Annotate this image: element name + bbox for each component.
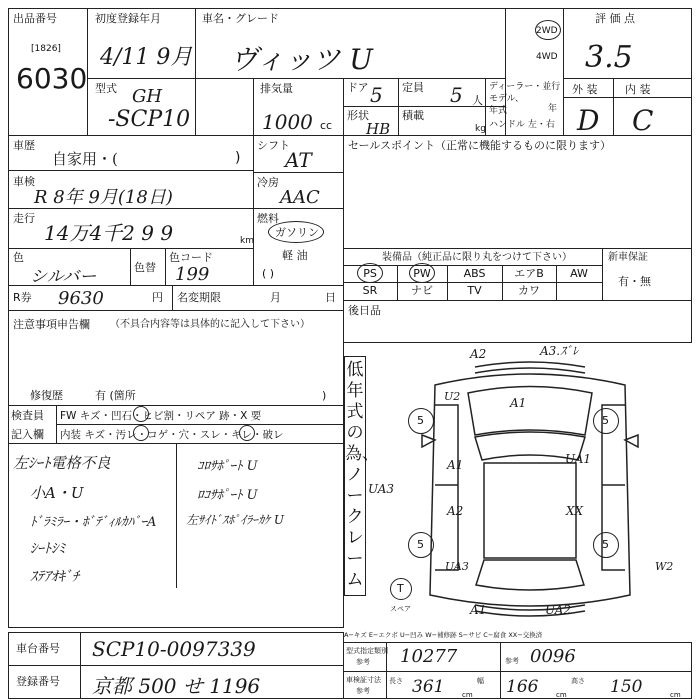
damage-ua1: UA1 bbox=[565, 452, 592, 466]
remark-4: ｼｰﾄｼﾐ bbox=[30, 541, 65, 557]
mileage-label: 走行 bbox=[13, 212, 35, 225]
shift-label: シフト bbox=[257, 139, 290, 152]
remark-1: 左ｼｰﾄ電格不良 bbox=[13, 454, 111, 472]
name-change-label: 名変期限 bbox=[177, 291, 221, 304]
dealer-line2: モデル、 bbox=[489, 94, 524, 104]
displacement-unit: cc bbox=[320, 119, 333, 132]
equip-navi: ナビ bbox=[411, 284, 433, 297]
damage-a3: A3.ｽﾞﾚ bbox=[540, 344, 579, 358]
lot-code: [1826] bbox=[31, 44, 61, 54]
exterior-label: 外 装 bbox=[572, 83, 598, 96]
exterior-score: D bbox=[577, 104, 600, 137]
dealer-year: 年 bbox=[548, 104, 558, 114]
form-sub-2: 参考 bbox=[505, 657, 519, 665]
damage-u2: U2 bbox=[444, 390, 461, 403]
new-warranty-value: 有・無 bbox=[618, 275, 651, 288]
capacity-value: 5 bbox=[450, 83, 463, 107]
height-value: 150 bbox=[610, 677, 643, 697]
ac-label: 冷房 bbox=[257, 176, 279, 189]
dims-label1: 車検証寸法 bbox=[346, 676, 381, 684]
length-label: 長さ bbox=[389, 677, 403, 685]
pw-circle bbox=[409, 263, 435, 283]
length-unit: cm bbox=[462, 691, 473, 699]
form-label: 型式指定類別 bbox=[346, 647, 388, 655]
damage-ua2: UA2 bbox=[545, 603, 572, 617]
color-label: 色 bbox=[13, 251, 24, 264]
capacity-label: 定員 bbox=[402, 81, 424, 94]
damage-ua3-rear: UA3 bbox=[445, 560, 469, 573]
damage-a1-hood: A1 bbox=[510, 396, 527, 410]
inspector-label1: 検査員 bbox=[11, 409, 44, 422]
color-code: 199 bbox=[175, 264, 210, 285]
height-unit: cm bbox=[670, 691, 681, 699]
registration-label: 登録番号 bbox=[16, 675, 60, 688]
repair-close: ) bbox=[322, 389, 327, 402]
model-name-value: ヴィッツ U bbox=[230, 43, 373, 76]
load-unit: kg bbox=[475, 124, 486, 134]
inspection-label: 車検 bbox=[13, 175, 35, 188]
name-change-month: 月 bbox=[270, 291, 281, 304]
capacity-unit: 人 bbox=[472, 94, 483, 107]
recycle-label: R券 bbox=[13, 291, 32, 304]
chassis-label: 車台番号 bbox=[16, 642, 60, 655]
width-value: 166 bbox=[506, 677, 539, 697]
lot-label: 出品番号 bbox=[13, 12, 57, 25]
model-type-value: -SCP10 bbox=[108, 107, 191, 132]
history-label: 車歴 bbox=[13, 139, 35, 152]
height-label: 高さ bbox=[571, 677, 585, 685]
sales-point-label: セールスポイント（正常に機能するものに限ります） bbox=[348, 139, 612, 152]
width-label: 幅 bbox=[477, 677, 484, 685]
mileage-unit: km bbox=[240, 236, 254, 246]
shape-label: 形状 bbox=[347, 109, 369, 122]
shift-value: AT bbox=[285, 148, 312, 172]
first-reg-label: 初度登録年月 bbox=[95, 12, 161, 25]
later-fit-label: 後日品 bbox=[348, 304, 381, 317]
recycle-value: 9630 bbox=[58, 288, 104, 309]
new-warranty-label: 新車保証 bbox=[608, 252, 648, 263]
remark-5: ｽﾃｱｵｷﾞﾁ bbox=[30, 569, 79, 585]
damage-xx: XX bbox=[566, 504, 584, 518]
color-code-label: 色コード bbox=[169, 251, 213, 264]
color-value: シルバー bbox=[30, 267, 97, 287]
vertical-note: 低年式の為、ノークレーム bbox=[345, 360, 379, 590]
form-value-2: 0096 bbox=[530, 646, 576, 667]
notes-hint: （不具合内容等は具体的に記入して下さい） bbox=[110, 319, 310, 330]
load-label: 積載 bbox=[402, 109, 424, 122]
name-change-day: 日 bbox=[325, 291, 336, 304]
spare-label: スペア bbox=[390, 605, 411, 613]
remark-right-3: 左ｻｲﾄﾞｽﾎﾟｲﾗｰｶｹ U bbox=[186, 513, 284, 527]
fw-circle bbox=[133, 406, 149, 422]
remark-right-1: ｺﾛｻﾎﾟｰﾄ U bbox=[197, 459, 258, 474]
equip-leather: カワ bbox=[518, 284, 540, 297]
fuel-paren: ( ) bbox=[262, 267, 275, 280]
doors-value: 5 bbox=[370, 83, 383, 107]
equip-sr: SR bbox=[362, 284, 378, 297]
mileage-value: 14万4千2 9 9 bbox=[44, 221, 174, 245]
inspector-fw: FW キズ・凹石・ヒビ割・リペア 跡・X 要 bbox=[60, 410, 262, 422]
score-value: 3.5 bbox=[585, 40, 633, 75]
equip-aw: AW bbox=[570, 267, 588, 280]
int-circle-2 bbox=[239, 425, 255, 441]
spare-tyre-mark: T bbox=[397, 582, 404, 595]
car-diagram bbox=[380, 345, 690, 635]
tyre-rl-label: 5 bbox=[417, 538, 424, 551]
repair-value: 有 (箇所 bbox=[95, 389, 136, 402]
score-label: 評 価 点 bbox=[595, 12, 635, 25]
tyre-fl-label: 5 bbox=[417, 414, 424, 427]
handle: ハンドル 左・右 bbox=[489, 120, 555, 130]
remark-right-2: ﾛｺｻﾎﾟｰﾄ U bbox=[197, 488, 258, 503]
damage-a1-bumper: A1 bbox=[470, 603, 487, 617]
damage-a2-top: A2 bbox=[470, 347, 487, 361]
form-sub: 参考 bbox=[356, 658, 370, 666]
legend: A−キズ E−エクボ U−凹み W−補修跡 S−サビ C−腐食 XX−交換済 bbox=[344, 631, 543, 639]
form-value: 10277 bbox=[400, 646, 458, 667]
repair-label: 修復歴 bbox=[30, 389, 63, 402]
history-close: ) bbox=[235, 150, 241, 166]
equip-abs: ABS bbox=[463, 267, 486, 280]
tyre-rr-label: 5 bbox=[602, 538, 609, 551]
remark-3: ﾄﾞﾗﾐﾗｰ・ﾎﾞﾃﾞｨﾙｶﾊﾞｰA bbox=[30, 515, 157, 530]
color-change-label: 色替 bbox=[134, 261, 156, 274]
equipment-label: 装備品（純正品に限り丸をつけて下さい） bbox=[382, 252, 572, 263]
damage-a2-left: A2 bbox=[447, 504, 464, 518]
damage-ua3-side: UA3 bbox=[368, 482, 395, 496]
inspection-value: R 8年 9月(18日) bbox=[34, 187, 173, 208]
first-reg-value: 4/11 9月 bbox=[100, 45, 193, 70]
doors-label: ドア bbox=[347, 81, 369, 94]
damage-a1-left: A1 bbox=[447, 458, 464, 472]
equip-pw: PW bbox=[413, 267, 431, 280]
equip-tv: TV bbox=[467, 284, 482, 297]
equip-ps: PS bbox=[363, 267, 377, 280]
inspector-label2: 記入欄 bbox=[11, 428, 44, 441]
recycle-unit: 円 bbox=[152, 291, 163, 304]
tyre-fr-label: 5 bbox=[602, 414, 609, 427]
damage-w2: W2 bbox=[655, 560, 674, 573]
shape-value: HB bbox=[366, 120, 391, 138]
ac-value: AAC bbox=[280, 187, 320, 208]
width-unit: cm bbox=[556, 691, 567, 699]
model-type-label: 型式 bbox=[95, 82, 117, 95]
dealer-line3: 年式 bbox=[489, 106, 508, 116]
interior-score: C bbox=[632, 104, 654, 137]
lot-number: 6030 bbox=[16, 62, 88, 95]
dealer-line1: ディーラー・並行 bbox=[489, 82, 561, 92]
displacement-label: 排気量 bbox=[260, 82, 293, 95]
fuel-label: 燃料 bbox=[257, 212, 279, 225]
remark-2: 小A・U bbox=[30, 484, 84, 502]
interior-label: 内 装 bbox=[625, 83, 651, 96]
inspector-int: 内装 キズ・汚レ・コゲ・穴・スレ・キレ・破レ bbox=[60, 429, 284, 441]
model-name-label: 車名・グレード bbox=[202, 12, 279, 25]
ps-circle bbox=[357, 263, 383, 283]
four-wd: 4WD bbox=[536, 52, 558, 62]
length-value: 361 bbox=[412, 677, 445, 697]
model-type-prefix: GH bbox=[132, 86, 163, 107]
two-wd: 2WD bbox=[536, 26, 558, 36]
chassis-value: SCP10-0097339 bbox=[92, 637, 256, 661]
fuel-gas: ガソリン bbox=[275, 226, 319, 239]
int-circle-1 bbox=[133, 425, 149, 441]
dims-label2: 参考 bbox=[356, 687, 370, 695]
fuel-gas-circle bbox=[268, 221, 324, 243]
notes-label: 注意事項申告欄 bbox=[13, 318, 90, 331]
history-value: 自家用・( bbox=[52, 150, 118, 168]
displacement-value: 1000 bbox=[262, 110, 313, 134]
fuel-diesel: 軽 油 bbox=[282, 249, 308, 262]
registration-value: 京都 500 せ 1196 bbox=[92, 674, 261, 698]
equip-airbag: エアB bbox=[514, 267, 544, 280]
